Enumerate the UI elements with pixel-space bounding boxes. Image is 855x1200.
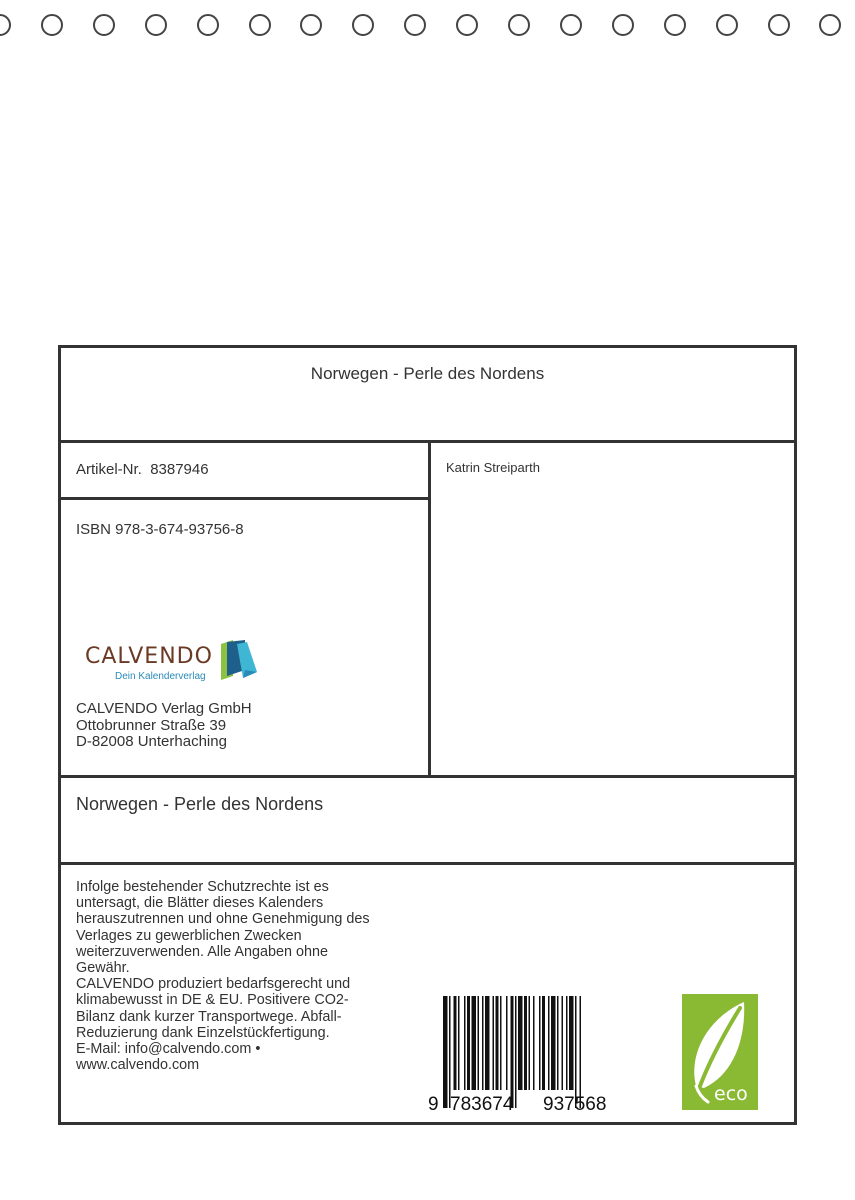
legal-line: www.calvendo.com — [76, 1057, 200, 1074]
isbn: ISBN 978-3-674-93756-8 — [76, 521, 244, 538]
eco-badge — [682, 994, 758, 1110]
barcode-bar — [539, 996, 541, 1090]
calendar-title: Norwegen - Perle des Nordens — [76, 794, 324, 814]
legal-line: herauszutrennen und ohne Genehmigung des — [76, 911, 370, 928]
barcode-bar — [464, 996, 466, 1090]
article-label: Artikel-Nr. — [76, 461, 142, 478]
barcode-bar — [566, 996, 568, 1090]
barcode-bar — [580, 996, 582, 1108]
publisher-city: D-82008 Unterhaching — [76, 733, 227, 750]
barcode-bar — [569, 996, 574, 1090]
divider-info — [61, 775, 794, 778]
barcode-bar — [449, 996, 451, 1108]
binding-ring — [352, 14, 374, 36]
legal-line: Bilanz dank kurzer Transportwege. Abfall- — [76, 1008, 342, 1025]
barcode-bar — [506, 996, 508, 1090]
barcode-bar — [529, 996, 531, 1090]
binding-ring — [0, 14, 11, 36]
binding-ring — [819, 14, 841, 36]
binding-ring — [664, 14, 686, 36]
barcode-bar — [454, 996, 457, 1090]
binding-ring — [93, 14, 115, 36]
logo-tagline: Dein Kalenderverlag — [115, 671, 206, 682]
binding-ring — [768, 14, 790, 36]
page-title: Norwegen - Perle des Nordens — [310, 364, 545, 383]
legal-line: Verlages zu gewerblichen Zwecken — [76, 927, 302, 944]
ean13-barcode — [426, 996, 636, 1112]
barcode-bar — [575, 996, 577, 1108]
publisher-address — [76, 701, 252, 751]
logo-name: CALVENDO — [85, 644, 213, 669]
binding-ring — [560, 14, 582, 36]
binding-ring — [508, 14, 530, 36]
divider-artikel — [61, 497, 429, 500]
legal-line: klimabewusst in DE & EU. Positivere CO2- — [76, 992, 349, 1009]
legal-line: untersagt, die Blätter dieses Kalenders — [76, 895, 324, 912]
barcode-bar — [551, 996, 556, 1090]
publisher-street: Ottobrunner Straße 39 — [76, 716, 227, 734]
barcode-bar — [482, 996, 484, 1090]
barcode-bar — [515, 996, 517, 1108]
calvendo-page-icon — [219, 640, 259, 682]
barcode-digits-left: 783674 — [450, 1094, 514, 1112]
barcode-bar — [443, 996, 448, 1108]
article-number — [76, 461, 209, 478]
binding-ring — [249, 14, 271, 36]
barcode-bar — [533, 996, 535, 1090]
barcode-bar — [472, 996, 477, 1090]
author-name: Katrin Streiparth — [446, 460, 540, 475]
barcode-bar — [562, 996, 564, 1090]
barcode-bar — [467, 996, 470, 1090]
barcode-bar — [548, 996, 550, 1090]
barcode-bar — [524, 996, 527, 1090]
binding-ring — [404, 14, 426, 36]
binding-rings — [0, 14, 855, 44]
barcode-digit-first: 9 — [428, 1094, 439, 1112]
binding-ring — [145, 14, 167, 36]
barcode-bar — [493, 996, 495, 1090]
legal-line: weiterzuverwenden. Alle Angaben ohne — [76, 943, 329, 960]
binding-ring — [41, 14, 63, 36]
divider-vertical — [428, 440, 431, 777]
binding-ring — [197, 14, 219, 36]
binding-ring — [716, 14, 738, 36]
calendar-back-card — [58, 345, 797, 1125]
barcode-digits-right: 937568 — [543, 1094, 607, 1112]
barcode-bar — [518, 996, 523, 1090]
publisher-name: CALVENDO Verlag GmbH — [76, 700, 252, 717]
calvendo-logo — [85, 640, 265, 688]
eco-label: eco — [714, 1083, 748, 1105]
binding-ring — [612, 14, 634, 36]
barcode-bar — [458, 996, 460, 1090]
legal-line: Gewähr. — [76, 960, 130, 977]
barcode-bar — [500, 996, 502, 1090]
barcode-bar — [557, 996, 559, 1090]
barcode-bar — [542, 996, 545, 1090]
legal-line: CALVENDO produziert bedarfsgerecht und — [76, 976, 351, 993]
barcode-bar — [478, 996, 480, 1090]
legal-notice — [76, 879, 421, 1073]
legal-line: Infolge bestehender Schutzrechte ist es — [76, 879, 329, 895]
legal-line: E-Mail: info@calvendo.com • — [76, 1041, 261, 1058]
binding-ring — [456, 14, 478, 36]
barcode-bar — [511, 996, 514, 1108]
barcode-bar — [496, 996, 499, 1090]
legal-line: Reduzierung dank Einzelstückfertigung. — [76, 1024, 330, 1041]
divider-legal — [61, 862, 794, 865]
article-value: 8387946 — [150, 461, 209, 478]
barcode-bar — [485, 996, 490, 1090]
binding-ring — [300, 14, 322, 36]
